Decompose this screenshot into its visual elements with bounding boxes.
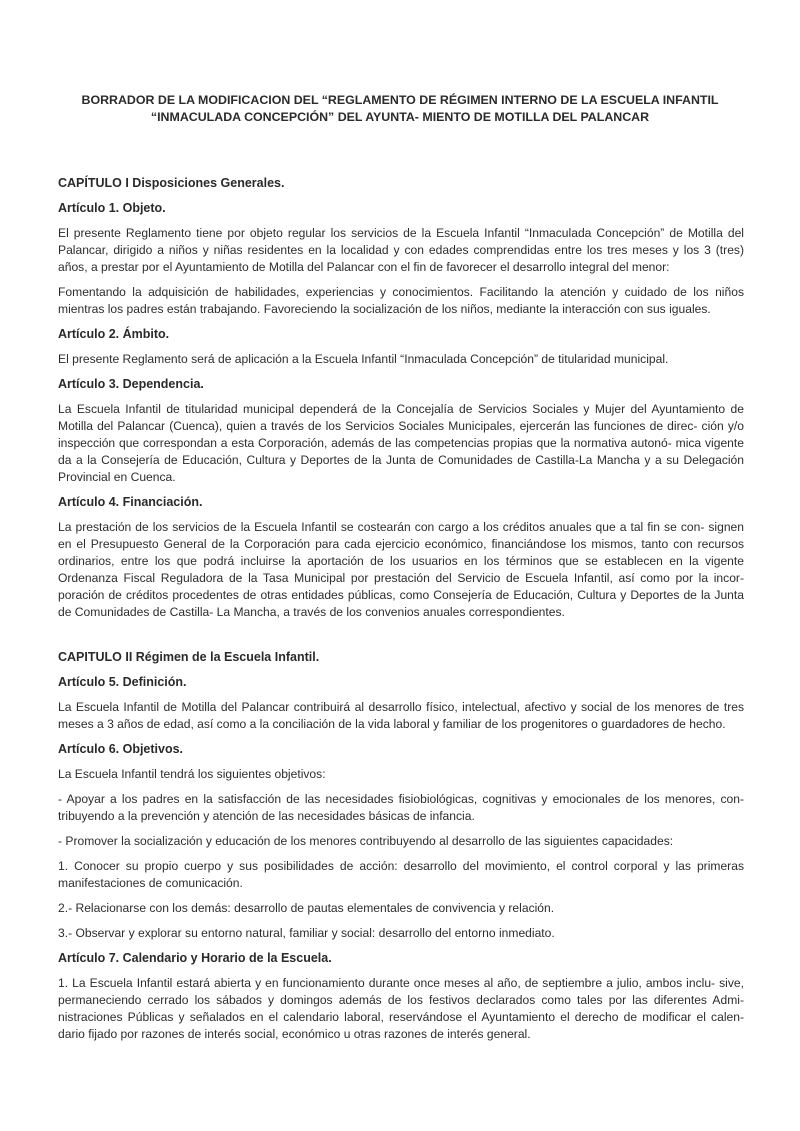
- document-body: [58, 175, 744, 1051]
- article-1-paragraph-2: Fomentando la adquisición de habilidades, experiencias y conocimientos. Facilitando la atención y cuidado de los niños mientras los padres están trabajando. Favoreciendo la socialización de los niños, mediante la interacción con sus iguales.: [58, 285, 744, 316]
- document-title: [60, 92, 740, 126]
- article-2-heading: Artículo 2. Ámbito.: [58, 327, 170, 341]
- article-3-paragraph-1: La Escuela Infantil de titularidad municipal dependerá de la Concejalía de Servicios Sociales y Mujer del Ayuntamiento de Motilla del Palancar (Cuenca), quien a través de los Servicios Sociales Municipales, ejercerán las funciones de direc- ción y/o inspección que correspondan a esta Corporación, además de las competencias propias que la normativa autonó- mica vigente da a la Consejería de Educación, Cultura y Deportes de la Junta de Comunidades de Castilla-La Mancha y a su Delegación Provincial en Cuenca.: [58, 402, 744, 484]
- article-4-paragraph-1: La prestación de los servicios de la Escuela Infantil se costearán con cargo a los créditos anuales que a tal fin se con- signen en el Presupuesto General de la Corporación para cada ejercicio económico, financiándose los mismos, tanto con recursos ordinarios, entre los que podrá incluirse la aportación de los usuarios en los términos que se establecen en la vigente Ordenanza Fiscal Reguladora de la Tasa Municipal por prestación del Servicio de Escuela Infantil, así como por la incor- poración de créditos procedentes de otras entidades públicas, como Consejería de Educación, Cultura y Deportes de la Junta de Comunidades de Castilla- La Mancha, a través de los convenios anuales correspondientes.: [58, 520, 744, 619]
- article-6-paragraph-4: 1. Conocer su propio cuerpo y sus posibilidades de acción: desarrollo del movimiento, el control corporal y las primeras manifestaciones de comunicación.: [58, 859, 744, 890]
- article-5-heading: Artículo 5. Definición.: [58, 675, 187, 689]
- chapter-2-heading: CAPITULO II Régimen de la Escuela Infantil.: [58, 650, 320, 664]
- article-6-paragraph-3: - Promover la socialización y educación de los menores contribuyendo al desarrollo de las siguientes capacidades:: [58, 834, 674, 848]
- article-6-paragraph-6: 3.- Observar y explorar su entorno natural, familiar y social: desarrollo del entorno inmediato.: [58, 926, 555, 940]
- title-line-2: “INMACULADA CONCEPCIÓN” DEL AYUNTA- MIENTO DE MOTILLA DEL PALANCAR: [150, 110, 650, 124]
- title-line-1: BORRADOR DE LA MODIFICACION DEL “REGLAMENTO DE RÉGIMEN INTERNO DE LA ESCUELA INFANTIL: [81, 93, 719, 107]
- article-4-heading: Artículo 4. Financiación.: [58, 495, 203, 509]
- article-6-heading: Artículo 6. Objetivos.: [58, 742, 184, 756]
- chapter-1-heading: CAPÍTULO I Disposiciones Generales.: [58, 176, 285, 190]
- article-6-paragraph-1: La Escuela Infantil tendrá los siguientes objetivos:: [58, 767, 326, 781]
- article-6-paragraph-5: 2.- Relacionarse con los demás: desarrollo de pautas elementales de convivencia y relación.: [58, 901, 555, 915]
- article-7-heading: Artículo 7. Calendario y Horario de la Escuela.: [58, 951, 332, 965]
- article-6-paragraph-2: - Apoyar a los padres en la satisfacción de las necesidades fisiobiológicas, cognitivas y emocionales de los menores, con- tribuyendo a la prevención y atención de las necesidades básicas de infancia.: [58, 792, 744, 823]
- article-7-paragraph-1: 1. La Escuela Infantil estará abierta y en funcionamiento durante once meses al año, de septiembre a julio, ambos inclu- sive, permaneciendo cerrado los sábados y domingos además de los festivos declarados como tales por las diferentes Admi- nistraciones Públicas y señalados en el calendario laboral, reservándose el Ayuntamiento el derecho de modificar el calen- dario fijado por razones de interés social, económico u otras razones de interés general.: [58, 976, 744, 1041]
- article-5-paragraph-1: La Escuela Infantil de Motilla del Palancar contribuirá al desarrollo físico, intelectual, afectivo y social de los menores de tres meses a 3 años de edad, así como a la conciliación de la vida laboral y familiar de los progenitores o guardadores de hecho.: [58, 700, 744, 731]
- article-1-paragraph-1: El presente Reglamento tiene por objeto regular los servicios de la Escuela Infantil “Inmaculada Concepción” de Motilla del Palancar, dirigido a niños y niñas residentes en la localidad y con edades comprendidas entre los tres meses y los 3 (tres) años, a prestar por el Ayuntamiento de Motilla del Palancar con el fin de favorecer el desarrollo integral del menor:: [58, 226, 744, 274]
- article-1-heading: Artículo 1. Objeto.: [58, 201, 166, 215]
- article-3-heading: Artículo 3. Dependencia.: [58, 377, 204, 391]
- article-2-paragraph-1: El presente Reglamento será de aplicación a la Escuela Infantil “Inmaculada Concepción” de titularidad municipal.: [58, 352, 669, 366]
